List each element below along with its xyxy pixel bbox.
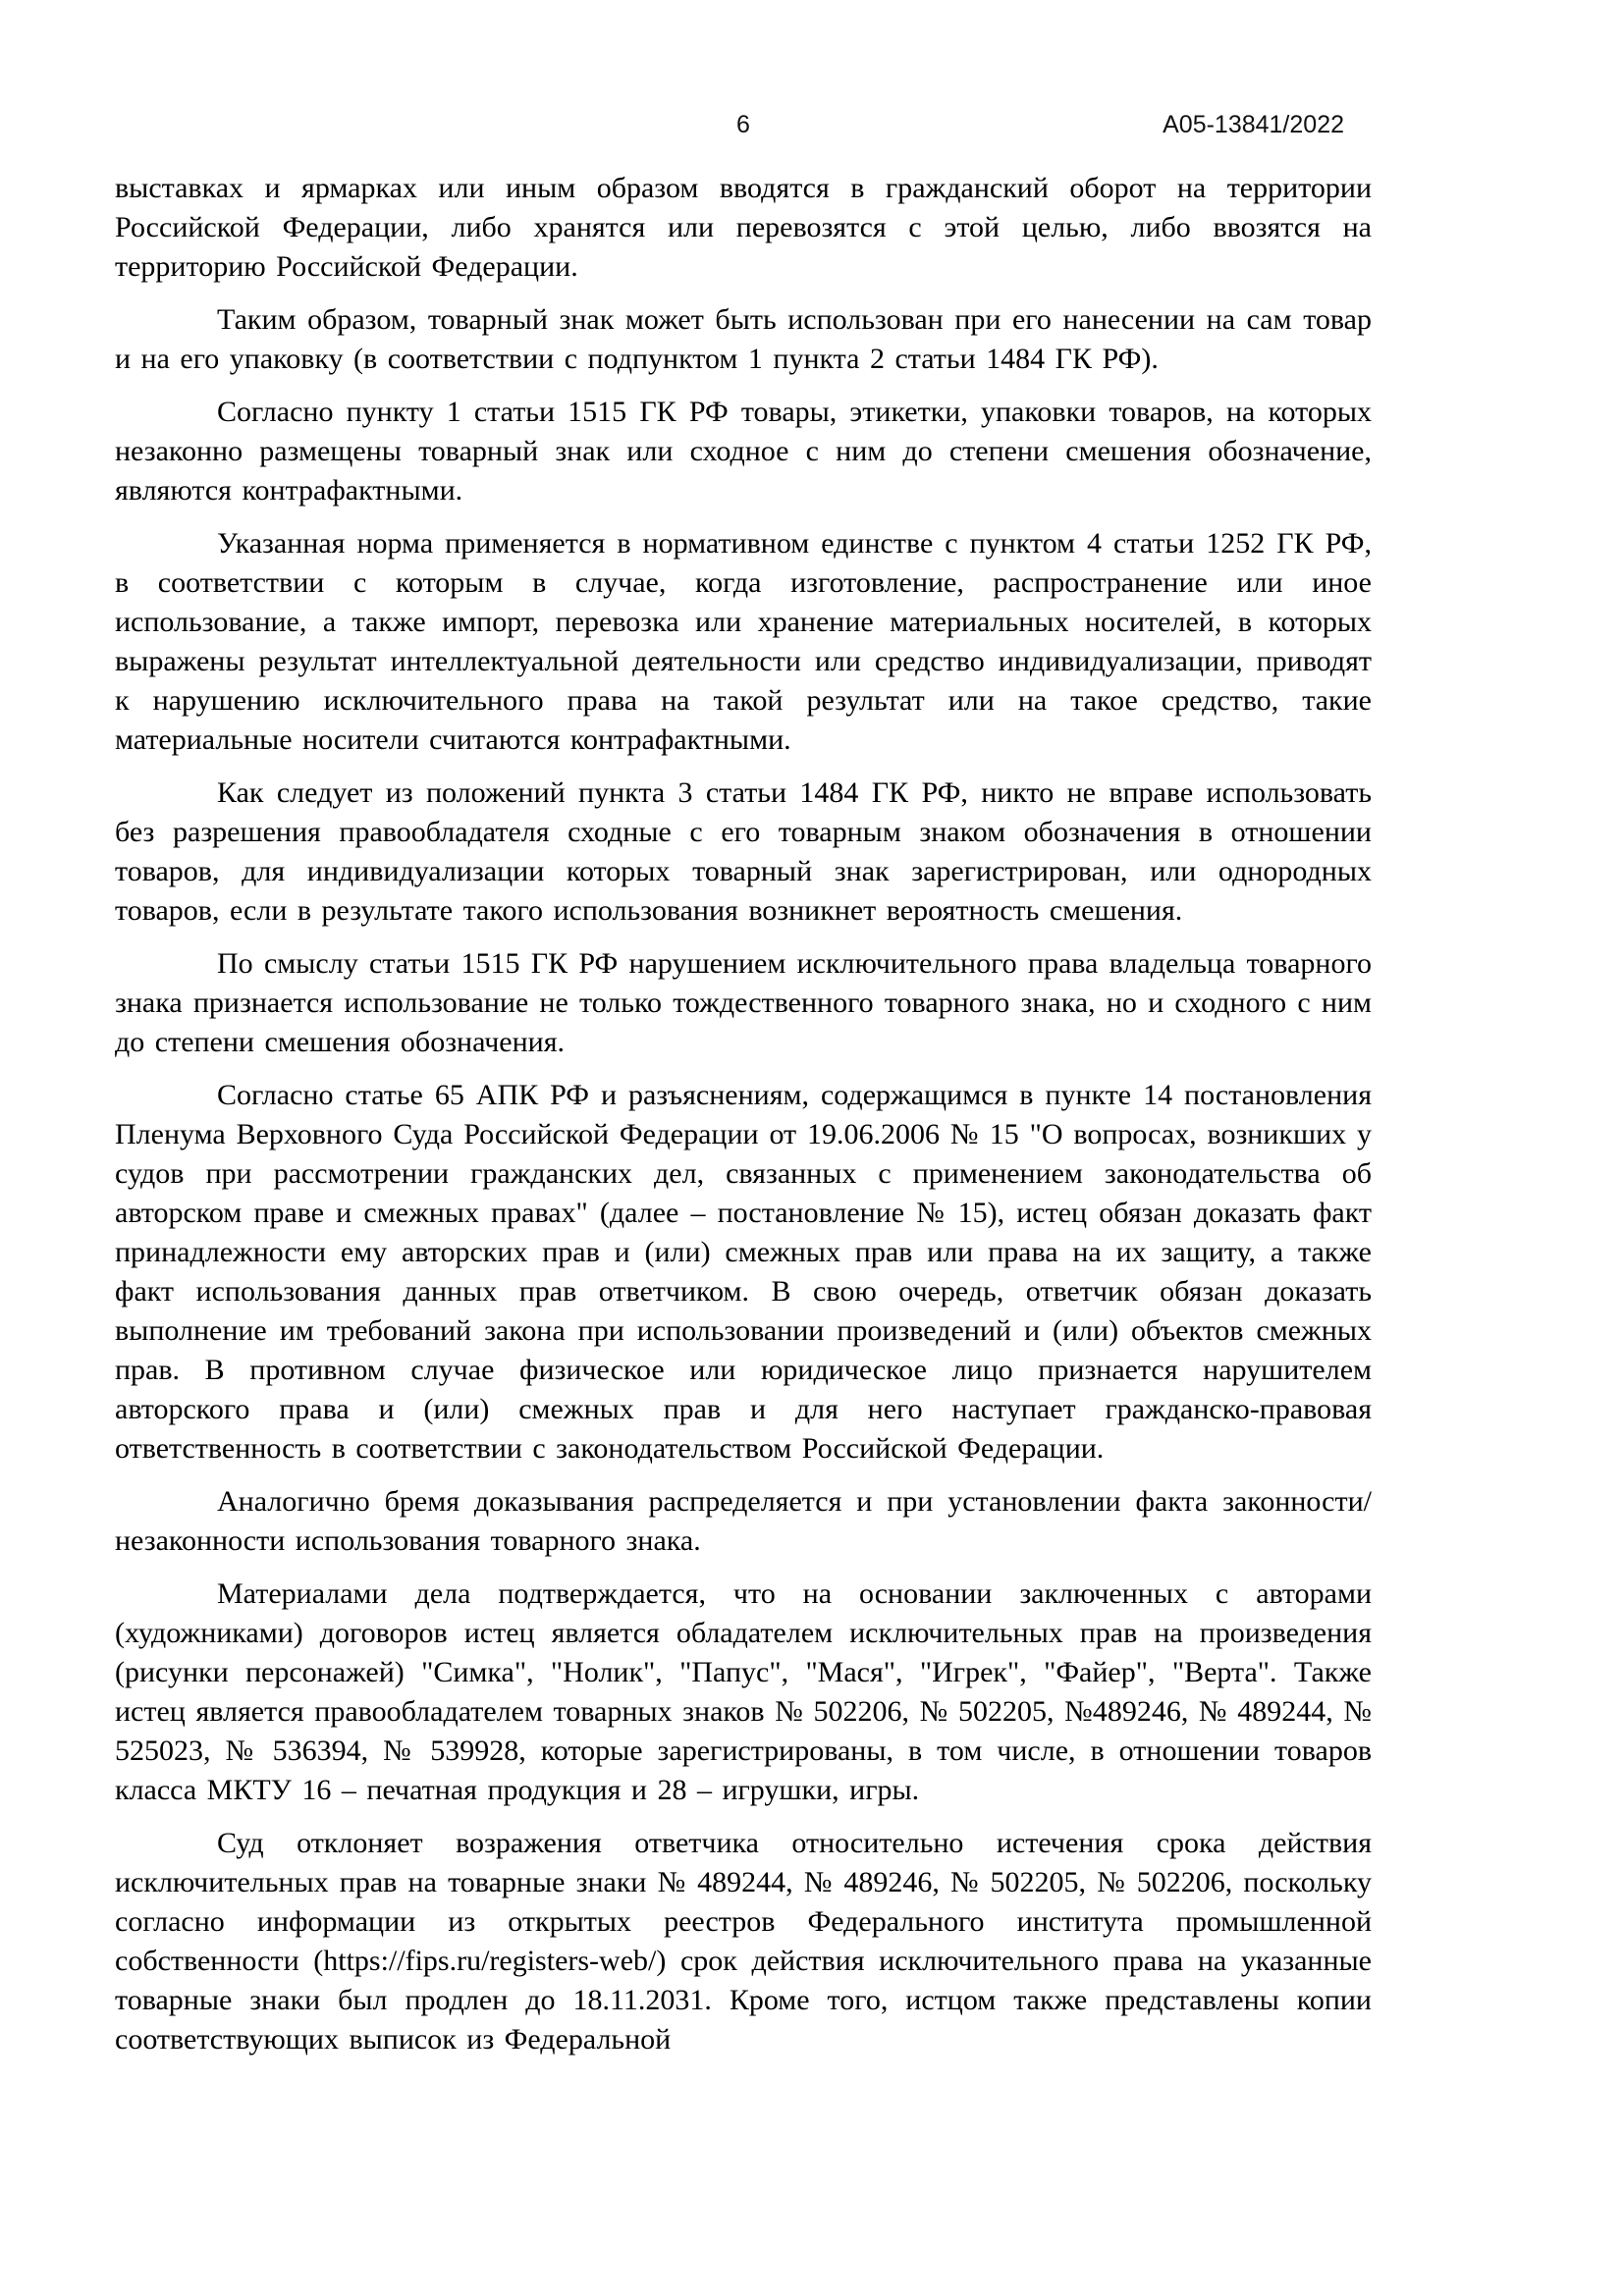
paragraph: Материалами дела подтверждается, что на основании заключенных с авторами (художниками) договоров истец является обладателем исключительных прав на произведения (рисунки персонажей) "Симка", "Нолик", "Папус", "Мася", "Игрек", "Файер", "Верта". Также истец является правообладателем товарных знаков № 502206, № 502205, №489246, № 489244, № 525023, № 536394, № 539928, которые зарегистрированы, в том числе, в отношении товаров класса МКТУ 16 – печатная продукция и 28 – игрушки, игры.	[115, 1577, 1372, 1806]
paragraph: Как следует из положений пункта 3 статьи 1484 ГК РФ, никто не вправе использовать без разрешения правообладателя сходные с его товарным знаком обозначения в отношении товаров, для индивидуализации которых товарный знак зарегистрирован, или однородных товаров, если в результате такого использования возникнет вероятность смешения.	[115, 776, 1372, 927]
paragraph: Указанная норма применяется в нормативном единстве с пунктом 4 статьи 1252 ГК РФ, в соответствии с которым в случае, когда изготовление, распространение или иное использование, а также импорт, перевозка или хранение материальных носителей, в которых выражены результат интеллектуальной деятельности или средство индивидуализации, приводят к нарушению исключительного права на такой результат или на такое средство, такие материальные носители считаются контрафактными.	[115, 527, 1372, 756]
paragraph: Согласно пункту 1 статьи 1515 ГК РФ товары, этикетки, упаковки товаров, на которых незаконно размещены товарный знак или сходное с ним до степени смешения обозначение, являются контрафактными.	[115, 396, 1372, 507]
page-header	[115, 110, 1372, 141]
page-number: 6	[736, 111, 750, 138]
paragraph: По смыслу статьи 1515 ГК РФ нарушением исключительного права владельца товарного знака признается использование не только тождественного товарного знака, но и сходного с ним до степени смешения обозначения.	[115, 947, 1372, 1058]
document-body	[115, 169, 1372, 2059]
paragraph: Суд отклоняет возражения ответчика относительно истечения срока действия исключительных прав на товарные знаки № 489244, № 489246, № 502205, № 502206, поскольку согласно информации из открытых реестров Федерального института промышленной собственности (https://fips.ru/registers-web/) срок действия исключительного права на указанные товарные знаки был продлен до 18.11.2031. Кроме того, истцом также представлены копии соответствующих выписок из Федеральной	[115, 1827, 1372, 2056]
paragraph: Согласно статье 65 АПК РФ и разъяснениям, содержащимся в пункте 14 постановления Пленума Верховного Суда Российской Федерации от 19.06.2006 № 15 "О вопросах, возникших у судов при рассмотрении гражданских дел, связанных с применением законодательства об авторском праве и смежных правах" (далее – постановление № 15), истец обязан доказать факт принадлежности ему авторских прав и (или) смежных прав или права на их защиту, а также факт использования данных прав ответчиком. В свою очередь, ответчик обязан доказать выполнение им требований закона при использовании произведений и (или) объектов смежных прав. В противном случае физическое или юридическое лицо признается нарушителем авторского права и (или) смежных прав и для него наступает гражданско-правовая ответственность в соответствии с законодательством Российской Федерации.	[115, 1079, 1372, 1465]
case-number: А05-13841/2022	[1163, 111, 1344, 138]
paragraph: выставках и ярмарках или иным образом вводятся в гражданский оборот на территории Российской Федерации, либо хранятся или перевозятся с этой целью, либо ввозятся на территорию Российской Федерации.	[115, 172, 1372, 283]
paragraph: Таким образом, товарный знак может быть использован при его нанесении на сам товар и на его упаковку (в соответствии с подпунктом 1 пункта 2 статьи 1484 ГК РФ).	[115, 303, 1372, 375]
paragraph: Аналогично бремя доказывания распределяется и при установлении факта законности/незаконности использования товарного знака.	[115, 1485, 1372, 1557]
